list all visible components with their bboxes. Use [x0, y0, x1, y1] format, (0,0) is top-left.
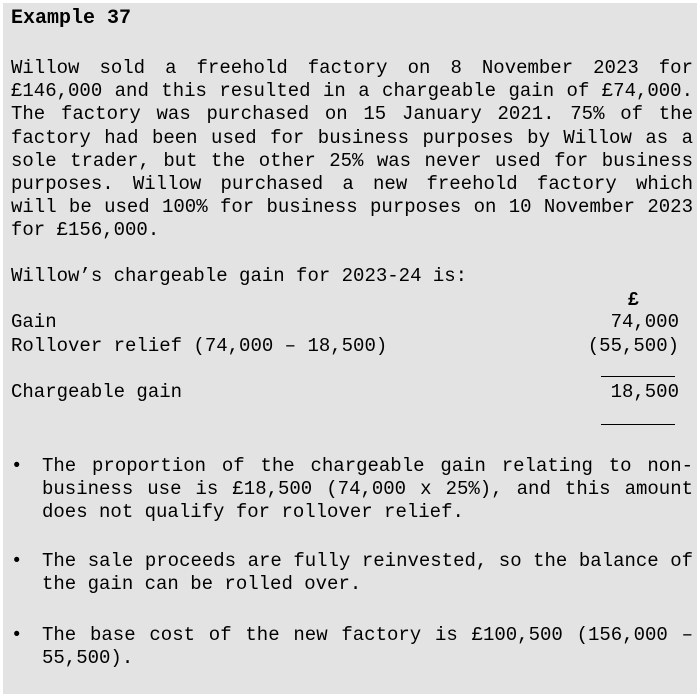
scenario-paragraph: Willow sold a freehold factory on 8 November 2023 for £146,000 and this resulted in a chargeable gain of £74,000. The factory was purchased on 15 January 2021. 75% of the factory had been used for business purposes by Willow as a sole trader, but the other 25% was never used for business purposes. Willow purchased a new freehold factory which will be used 100% for business purposes on 10 November 2023 for £156,000.: [11, 57, 693, 242]
computation-intro: Willow’s chargeable gain for 2023-24 is:: [11, 265, 468, 287]
bullet-marker: •: [11, 455, 23, 477]
bullet-marker: •: [11, 624, 23, 646]
row-amount-rollover-relief: (55,500): [587, 335, 679, 357]
bullet-marker: •: [11, 550, 23, 572]
bullet-non-business-use: The proportion of the chargeable gain relating to non-business use is £18,500 (74,000 x 25%), and this amount does not qualify for rollover relief.: [42, 455, 693, 524]
row-label-gain: Gain: [11, 311, 57, 333]
example-panel: [3, 3, 697, 694]
example-title: Example 37: [11, 7, 132, 30]
bullet-proceeds-reinvested: The sale proceeds are fully reinvested, so the balance of the gain can be rolled over.: [42, 550, 693, 596]
total-rule: [601, 424, 675, 425]
row-label-rollover-relief: Rollover relief (74,000 – 18,500): [11, 335, 388, 357]
row-amount-chargeable-gain: 18,500: [610, 381, 679, 403]
row-label-chargeable-gain: Chargeable gain: [11, 381, 183, 403]
row-amount-gain: 74,000: [610, 311, 679, 333]
currency-header: £: [627, 289, 639, 311]
bullet-base-cost: The base cost of the new factory is £100,500 (156,000 – 55,500).: [42, 624, 693, 670]
subtotal-rule: [601, 376, 675, 377]
